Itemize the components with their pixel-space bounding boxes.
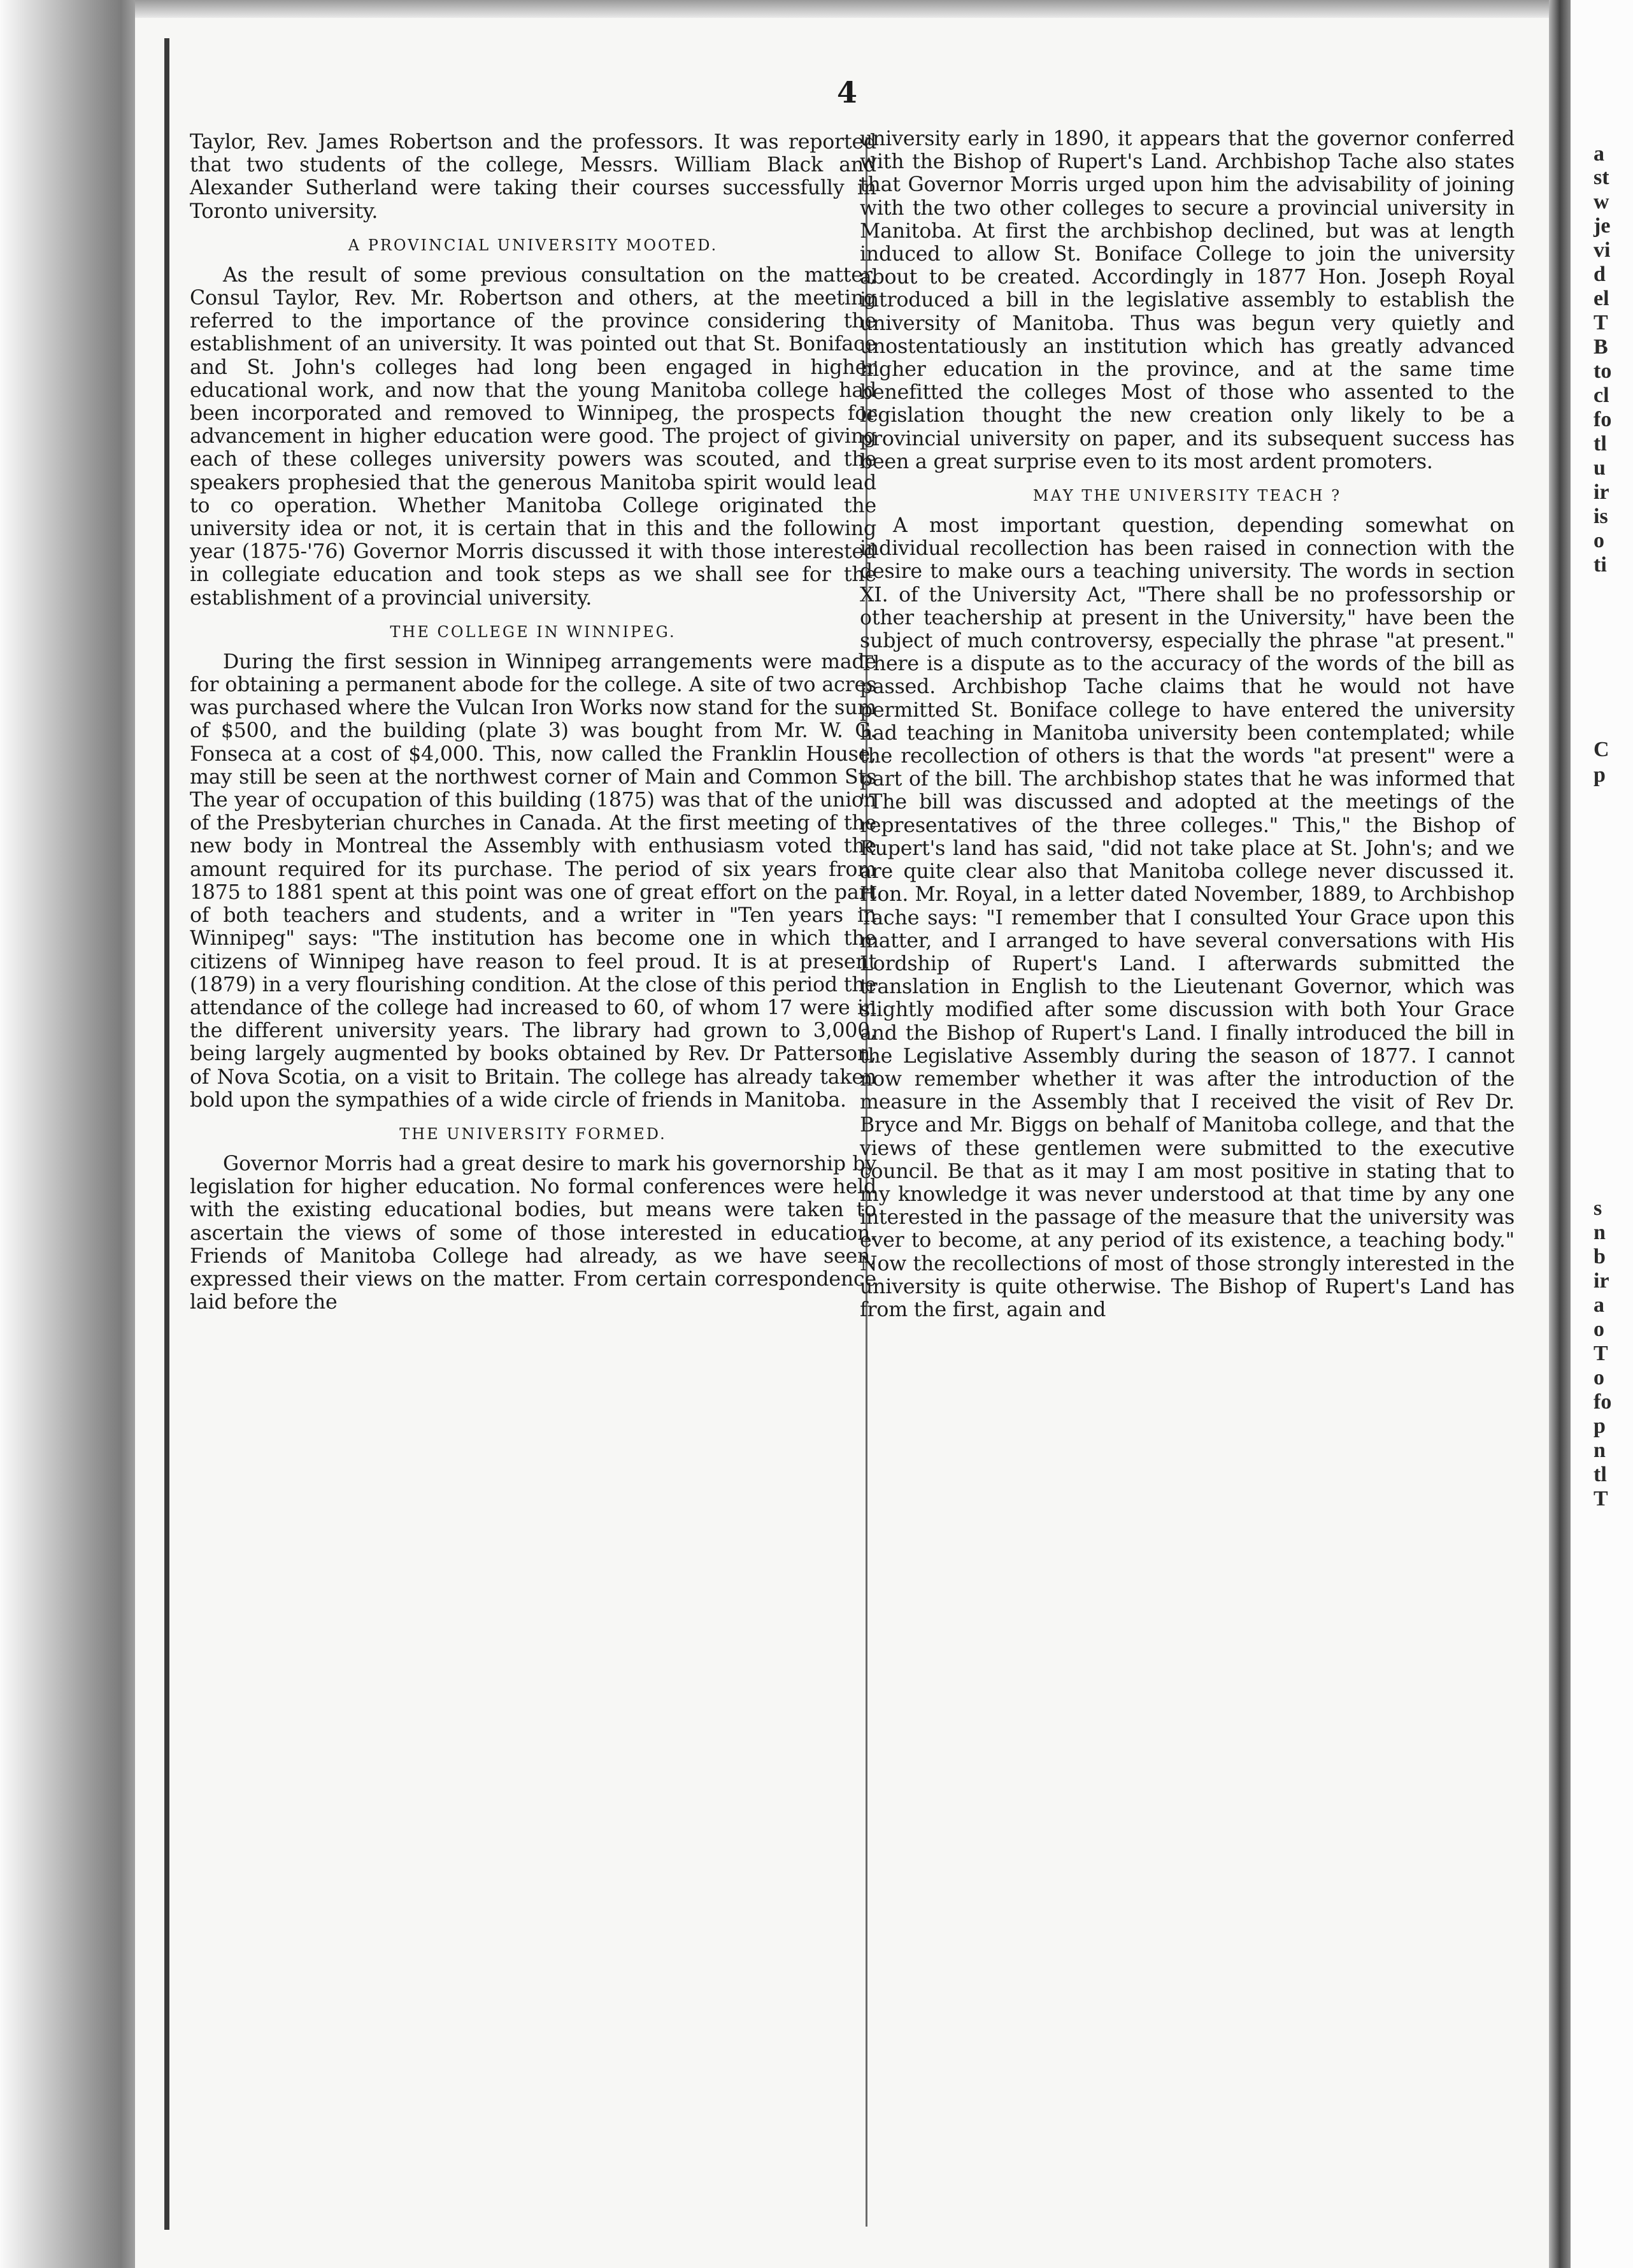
paragraph: A most important question, depending somewhat on individual recollection has been raised in connection with the desire to make ours a teaching university. The words in section XI. of the University Act, "There shall be no professorship or other teachership at present in the University," have been the subject of much controversy, especially the phrase "at present." There is a dispute as to the accuracy of the words of the bill as passed. Archbishop Tache claims that he would not have permitted St. Boniface college to have entered the university had teaching in Manitoba university been contemplated; while the recollection of others is that the words "at present" were a part of the bill. The archbishop states that he was informed that "The bill was discussed and adopted at the meetings of the representatives of the three colleges." This," the Bishop of Rupert's land has said, "did not take place at St. John's; and we are quite clear also that Manitoba college never discussed it. Hon. Mr. Royal, in a letter dated November, 1889, to Archbishop Tache says: "I remember that I consulted Your Grace upon this matter, and I arranged to have several conversations with His Lordship of Rupert's Land. I afterwards submitted the translation in English to the Lieutenant Governor, which was slightly modified after some discussion with both Your Grace and the Bishop of Rupert's Land. I finally introduced the bill in the Legislative Assembly during the season of 1877. I cannot now remember whether it was after the introduction of the measure in the Assembly that I received the visit of Rev Dr. Bryce and Mr. Biggs on behalf of Manitoba college, and that the views of these gentlemen were submitted to the executive council. Be that as it may I am most positive in stating that to my knowledge it was never understood at that time by any one interested in the passage of the measure that the university was ever to become, at any period of its existence, a teaching body." Now the recollections of most of those strongly interested in the university is quite otherwise. The Bishop of Rupert's Land has from the first, again and (860, 514, 1515, 1321)
section-heading: THE COLLEGE IN WINNIPEG. (390, 622, 676, 641)
page-left-border (164, 38, 169, 2230)
scan-top-edge (135, 0, 1549, 18)
next-page-fragment: a (1594, 1293, 1604, 1317)
next-page-fragment: ti (1594, 553, 1607, 577)
next-page-fragment: je (1594, 214, 1611, 238)
next-page-fragment: ir (1594, 480, 1609, 504)
next-page-fragment: ir (1594, 1269, 1609, 1293)
next-page-fragment: T (1594, 1487, 1608, 1511)
section-heading: THE UNIVERSITY FORMED. (399, 1124, 667, 1143)
next-page-fragment: T (1594, 1342, 1608, 1365)
next-page-fragment: o (1594, 1366, 1604, 1389)
next-page-fragment: fo (1594, 408, 1612, 431)
paragraph: Governor Morris had a great desire to mark his governorship by legislation for higher education. No formal conferences were held with the existing educational bodies, but means were taken to ascertain the views of some of those interested in education. Friends of Manitoba College had already, as we have seen, expressed their views on the matter. From certain correspondence laid before the (190, 1152, 876, 1314)
scan-left-edge (0, 0, 135, 2268)
next-page-fragment: o (1594, 529, 1604, 552)
next-page-fragment: n (1594, 1221, 1606, 1244)
paragraph: Taylor, Rev. James Robertson and the professors. It was reported that two students of the college, Messrs. William Black and Alexander Sutherland were taking their courses successfully in Toronto university. (190, 131, 876, 223)
next-page-fragment: n (1594, 1439, 1606, 1462)
section-heading: MAY THE UNIVERSITY TEACH ? (1032, 487, 1342, 505)
next-page-fragment: st (1594, 166, 1609, 189)
page-number: 4 (836, 75, 857, 110)
next-page-fragment: p (1594, 763, 1606, 787)
next-page-fragment: b (1594, 1245, 1606, 1268)
right-column (860, 127, 1515, 1321)
next-page-fragment: is (1594, 505, 1608, 528)
next-page-fragment: el (1594, 287, 1609, 310)
next-page-fragment: vi (1594, 238, 1611, 262)
book-gutter (1549, 0, 1571, 2268)
next-page-fragment: tl (1594, 432, 1607, 456)
paragraph: As the result of some previous consultation on the matter, Consul Taylor, Rev. Mr. Robertson and others, at the meeting referred to the importance of the province considering the establishment of an university. It was pointed out that St. Boniface and St. John's colleges had long been engaged in higher educational work, and now that the young Manitoba college had been incorporated and removed to Winnipeg, the prospects for advancement in higher education were good. The project of giving each of these colleges university powers was scouted, and the speakers prophesied that the generous Manitoba spirit would lead to co operation. Whether Manitoba College originated the university idea or not, it is certain that in this and the following year (1875-'76) Governor Morris discussed it with those interested in collegiate education and took steps as we shall see for the establishment of a provincial university. (190, 263, 876, 610)
next-page-fragment: w (1594, 190, 1609, 213)
left-column (190, 131, 876, 1314)
next-page-fragment: u (1594, 456, 1606, 480)
next-page-fragment: cl (1594, 384, 1609, 407)
next-page-fragment: C (1594, 738, 1609, 761)
next-page-fragment: tl (1594, 1463, 1607, 1486)
next-page-fragment: fo (1594, 1390, 1612, 1414)
next-page-fragment: s (1594, 1196, 1602, 1220)
paragraph: During the first session in Winnipeg arrangements were made for obtaining a permanent abode for the college. A site of two acres was purchased where the Vulcan Iron Works now stand for the sum of $500, and the building (plate 3) was bought from Mr. W. G. Fonseca at a cost of $4,000. This, now called the Franklin House, may still be seen at the northwest corner of Main and Common Sts The year of occupation of this building (1875) was that of the union of the Presbyterian churches in Canada. At the first meeting of the new body in Montreal the Assembly with enthusiasm voted the amount required for its purchase. The period of six years from 1875 to 1881 spent at this point was one of great effort on the part of both teachers and students, and a writer in "Ten years in Winnipeg" says: "The institution has become one in which the citizens of Winnipeg have reason to feel proud. It is at present (1879) in a very flourishing condition. At the close of this period the attendance of the college had increased to 60, of whom 17 were in the different university years. The library had grown to 3,000, being largely augmented by books obtained by Rev. Dr Patterson, of Nova Scotia, on a visit to Britain. The college has already taken bold upon the sympathies of a wide circle of friends in Manitoba. (190, 650, 876, 1112)
section-heading: A PROVINCIAL UNIVERSITY MOOTED. (348, 236, 718, 254)
paragraph: university early in 1890, it appears that the governor conferred with the Bishop of Rupert's Land. Archbishop Tache also states that Governor Morris urged upon him the advisability of joining with the two other colleges to secure a provincial university in Manitoba. At first the archbishop declined, but was at length induced to allow St. Boniface College to join the university about to be created. Accordingly in 1877 Hon. Joseph Royal introduced a bill in the legislative assembly to establish the university of Manitoba. Thus was begun very quietly and unostentatiously an institution which has greatly advanced higher education in the province, and at the same time benefitted the colleges Most of those who assented to the legislation thought the new creation only likely to be a provincial university on paper, and its subsequent success has been a great surprise even to its most ardent promoters. (860, 127, 1515, 473)
next-page-fragment: d (1594, 262, 1606, 286)
next-page-fragment: B (1594, 335, 1608, 359)
next-page-fragment: p (1594, 1414, 1606, 1438)
next-page-edge (1571, 0, 1633, 2268)
next-page-fragment: a (1594, 142, 1604, 166)
next-page-fragment: to (1594, 359, 1612, 383)
next-page-fragment: o (1594, 1317, 1604, 1341)
next-page-fragment: T (1594, 311, 1608, 334)
